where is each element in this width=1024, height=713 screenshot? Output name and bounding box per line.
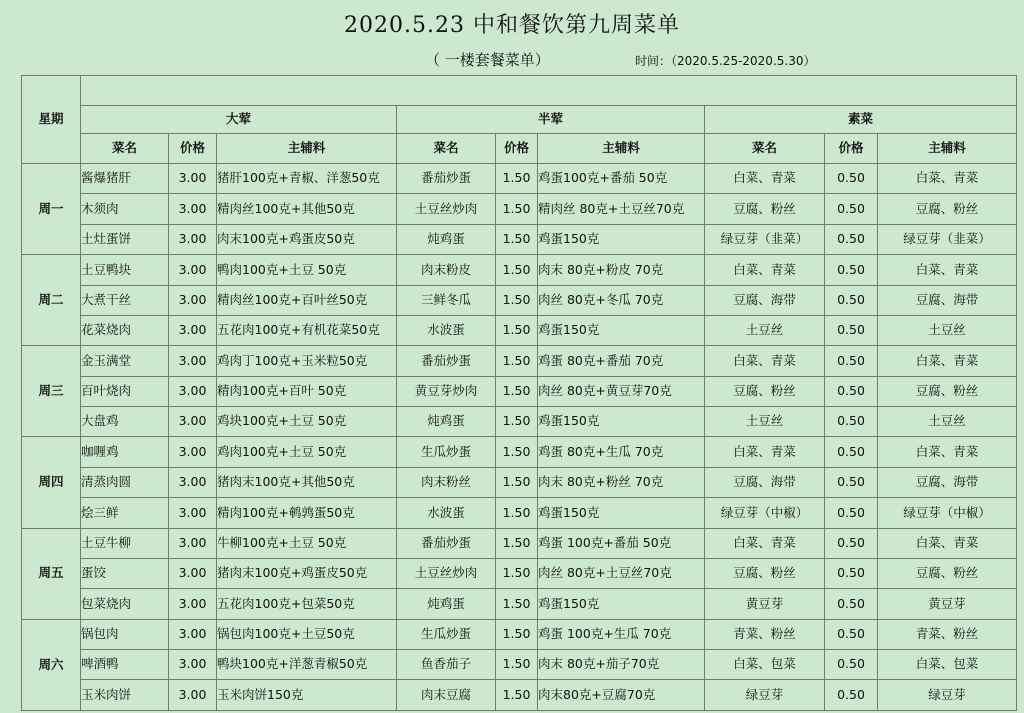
day-label: 周三 — [22, 346, 81, 437]
ingredients-cell: 白菜、青菜 — [878, 255, 1017, 285]
price-cell: 0.50 — [825, 224, 878, 254]
ingredients-cell: 鸡蛋150克 — [538, 589, 705, 619]
dish-name-cell: 炖鸡蛋 — [397, 224, 496, 254]
price-cell: 1.50 — [496, 224, 538, 254]
price-cell: 3.00 — [169, 194, 217, 224]
price-cell: 3.00 — [169, 164, 217, 194]
price-cell: 0.50 — [825, 619, 878, 649]
ingredients-cell: 黄豆芽 — [878, 589, 1017, 619]
col-header-ingredients: 主辅料 — [217, 134, 397, 164]
dish-name-cell: 豆腐、粉丝 — [705, 376, 825, 406]
price-cell: 3.00 — [169, 498, 217, 528]
dish-name-cell: 土豆丝 — [705, 407, 825, 437]
ingredients-cell: 肉丝 80克+冬瓜 70克 — [538, 285, 705, 315]
table-row — [22, 376, 1017, 406]
dish-name-cell: 番茄炒蛋 — [397, 346, 496, 376]
dish-name-cell: 黄豆芽炒肉 — [397, 376, 496, 406]
table-row — [22, 346, 1017, 376]
dish-name-cell: 烩三鲜 — [81, 498, 169, 528]
table-row — [22, 467, 1017, 497]
header-blank-row — [22, 76, 1017, 106]
ingredients-cell: 肉末 80克+粉皮 70克 — [538, 255, 705, 285]
ingredients-cell: 豆腐、粉丝 — [878, 194, 1017, 224]
table-row — [22, 437, 1017, 467]
dish-name-cell: 白菜、青菜 — [705, 346, 825, 376]
dish-name-cell: 啤酒鸭 — [81, 650, 169, 680]
price-cell: 1.50 — [496, 407, 538, 437]
dish-name-cell: 番茄炒蛋 — [397, 528, 496, 558]
menu-subtitle: （ 一楼套餐菜单） — [425, 51, 550, 69]
table-row — [22, 528, 1017, 558]
dish-name-cell: 花菜烧肉 — [81, 315, 169, 345]
ingredients-cell: 白菜、青菜 — [878, 528, 1017, 558]
col-header-dish: 菜名 — [397, 134, 496, 164]
dish-name-cell: 肉末粉丝 — [397, 467, 496, 497]
ingredients-cell: 肉丝 80克+土豆丝70克 — [538, 558, 705, 588]
dish-name-cell: 百叶烧肉 — [81, 376, 169, 406]
ingredients-cell: 肉末80克+豆腐70克 — [538, 680, 705, 711]
column-header-row — [22, 134, 1017, 164]
dish-name-cell: 土豆牛柳 — [81, 528, 169, 558]
table-row — [22, 407, 1017, 437]
ingredients-cell: 豆腐、粉丝 — [878, 558, 1017, 588]
price-cell: 0.50 — [825, 528, 878, 558]
dish-name-cell: 水波蛋 — [397, 498, 496, 528]
dish-name-cell: 土豆丝 — [705, 315, 825, 345]
col-header-price: 价格 — [825, 134, 878, 164]
price-cell: 0.50 — [825, 589, 878, 619]
table-row — [22, 255, 1017, 285]
price-cell: 1.50 — [496, 437, 538, 467]
col-header-dish: 菜名 — [705, 134, 825, 164]
group-header-half-meat: 半荤 — [397, 106, 705, 134]
price-cell: 3.00 — [169, 255, 217, 285]
price-cell: 1.50 — [496, 315, 538, 345]
ingredients-cell: 鸡蛋150克 — [538, 407, 705, 437]
price-cell: 1.50 — [496, 680, 538, 711]
col-header-dish: 菜名 — [81, 134, 169, 164]
price-cell: 1.50 — [496, 528, 538, 558]
price-cell: 1.50 — [496, 194, 538, 224]
price-cell: 3.00 — [169, 558, 217, 588]
price-cell: 3.00 — [169, 680, 217, 711]
price-cell: 0.50 — [825, 407, 878, 437]
dish-name-cell: 肉末豆腐 — [397, 680, 496, 711]
price-cell: 0.50 — [825, 346, 878, 376]
dish-name-cell: 绿豆芽（中椒） — [705, 498, 825, 528]
dish-name-cell: 土豆丝炒肉 — [397, 194, 496, 224]
price-cell: 0.50 — [825, 376, 878, 406]
ingredients-cell: 鸡蛋150克 — [538, 224, 705, 254]
price-cell: 0.50 — [825, 558, 878, 588]
page-title: 2020.5.23 中和餐饮第九周菜单 — [344, 13, 680, 38]
header-blank-cell — [81, 76, 1017, 106]
ingredients-cell: 鸡蛋 100克+生瓜 70克 — [538, 619, 705, 649]
price-cell: 1.50 — [496, 346, 538, 376]
ingredients-cell: 五花肉100克+有机花菜50克 — [217, 315, 397, 345]
ingredients-cell: 肉末 80克+茄子70克 — [538, 650, 705, 680]
price-cell: 0.50 — [825, 164, 878, 194]
day-label: 周二 — [22, 255, 81, 346]
price-cell: 1.50 — [496, 376, 538, 406]
table-row — [22, 589, 1017, 619]
ingredients-cell: 豆腐、粉丝 — [878, 376, 1017, 406]
dish-name-cell: 绿豆芽 — [705, 680, 825, 711]
group-header-row — [22, 106, 1017, 134]
table-row — [22, 194, 1017, 224]
ingredients-cell: 精肉丝 80克+土豆丝70克 — [538, 194, 705, 224]
price-cell: 3.00 — [169, 315, 217, 345]
price-cell: 0.50 — [825, 467, 878, 497]
table-row — [22, 680, 1017, 711]
ingredients-cell: 鸡蛋 80克+生瓜 70克 — [538, 437, 705, 467]
dish-name-cell: 蛋饺 — [81, 558, 169, 588]
dish-name-cell: 锅包肉 — [81, 619, 169, 649]
price-cell: 3.00 — [169, 224, 217, 254]
table-row — [22, 164, 1017, 194]
ingredients-cell: 五花肉100克+包菜50克 — [217, 589, 397, 619]
ingredients-cell: 猪肉末100克+其他50克 — [217, 467, 397, 497]
price-cell: 1.50 — [496, 285, 538, 315]
dish-name-cell: 大煮干丝 — [81, 285, 169, 315]
ingredients-cell: 白菜、青菜 — [878, 437, 1017, 467]
price-cell: 1.50 — [496, 467, 538, 497]
table-row — [22, 285, 1017, 315]
price-cell: 1.50 — [496, 589, 538, 619]
dish-name-cell: 豆腐、海带 — [705, 467, 825, 497]
ingredients-cell: 鸡蛋 100克+番茄 50克 — [538, 528, 705, 558]
ingredients-cell: 白菜、包菜 — [878, 650, 1017, 680]
ingredients-cell: 土豆丝 — [878, 407, 1017, 437]
ingredients-cell: 锅包肉100克+土豆50克 — [217, 619, 397, 649]
table-row — [22, 315, 1017, 345]
dish-name-cell: 豆腐、粉丝 — [705, 194, 825, 224]
ingredients-cell: 鸭肉100克+土豆 50克 — [217, 255, 397, 285]
price-cell: 3.00 — [169, 619, 217, 649]
price-cell: 1.50 — [496, 558, 538, 588]
dish-name-cell: 土灶蛋饼 — [81, 224, 169, 254]
table-row — [22, 498, 1017, 528]
price-cell: 0.50 — [825, 315, 878, 345]
ingredients-cell: 鸡蛋150克 — [538, 498, 705, 528]
price-cell: 3.00 — [169, 467, 217, 497]
ingredients-cell: 鸡肉100克+土豆 50克 — [217, 437, 397, 467]
price-cell: 3.00 — [169, 285, 217, 315]
dish-name-cell: 咖喱鸡 — [81, 437, 169, 467]
day-label: 周五 — [22, 528, 81, 619]
col-header-ingredients: 主辅料 — [538, 134, 705, 164]
ingredients-cell: 鸡肉丁100克+玉米粒50克 — [217, 346, 397, 376]
dish-name-cell: 豆腐、粉丝 — [705, 558, 825, 588]
dish-name-cell: 土豆丝炒肉 — [397, 558, 496, 588]
price-cell: 0.50 — [825, 437, 878, 467]
price-cell: 0.50 — [825, 194, 878, 224]
price-cell: 3.00 — [169, 528, 217, 558]
price-cell: 1.50 — [496, 498, 538, 528]
ingredients-cell: 牛柳100克+土豆 50克 — [217, 528, 397, 558]
dish-name-cell: 炖鸡蛋 — [397, 407, 496, 437]
ingredients-cell: 豆腐、海带 — [878, 467, 1017, 497]
ingredients-cell: 玉米肉饼150克 — [217, 680, 397, 711]
price-cell: 0.50 — [825, 498, 878, 528]
weekly-menu-table — [21, 75, 1017, 711]
ingredients-cell: 鸡蛋150克 — [538, 315, 705, 345]
ingredients-cell: 绿豆芽 — [878, 680, 1017, 711]
ingredients-cell: 猪肝100克+青椒、洋葱50克 — [217, 164, 397, 194]
day-label: 周六 — [22, 619, 81, 710]
dish-name-cell: 豆腐、海带 — [705, 285, 825, 315]
price-cell: 1.50 — [496, 619, 538, 649]
price-cell: 0.50 — [825, 650, 878, 680]
price-cell: 3.00 — [169, 437, 217, 467]
ingredients-cell: 精肉丝100克+其他50克 — [217, 194, 397, 224]
ingredients-cell: 肉末 80克+粉丝 70克 — [538, 467, 705, 497]
ingredients-cell: 鸡蛋100克+番茄 50克 — [538, 164, 705, 194]
ingredients-cell: 肉末100克+鸡蛋皮50克 — [217, 224, 397, 254]
dish-name-cell: 水波蛋 — [397, 315, 496, 345]
week-header: 星期 — [22, 76, 81, 164]
price-cell: 3.00 — [169, 407, 217, 437]
dish-name-cell: 肉末粉皮 — [397, 255, 496, 285]
ingredients-cell: 精肉100克+鹌鹑蛋50克 — [217, 498, 397, 528]
table-row — [22, 650, 1017, 680]
dish-name-cell: 三鲜冬瓜 — [397, 285, 496, 315]
ingredients-cell: 猪肉末100克+鸡蛋皮50克 — [217, 558, 397, 588]
ingredients-cell: 肉丝 80克+黄豆芽70克 — [538, 376, 705, 406]
group-header-meat: 大荤 — [81, 106, 397, 134]
group-header-vegetable: 素菜 — [705, 106, 1017, 134]
col-header-ingredients: 主辅料 — [878, 134, 1017, 164]
price-cell: 1.50 — [496, 164, 538, 194]
dish-name-cell: 木须肉 — [81, 194, 169, 224]
dish-name-cell: 炖鸡蛋 — [397, 589, 496, 619]
dish-name-cell: 包菜烧肉 — [81, 589, 169, 619]
dish-name-cell: 白菜、青菜 — [705, 164, 825, 194]
dish-name-cell: 玉米肉饼 — [81, 680, 169, 711]
ingredients-cell: 精肉100克+百叶 50克 — [217, 376, 397, 406]
price-cell: 3.00 — [169, 376, 217, 406]
ingredients-cell: 绿豆芽（韭菜） — [878, 224, 1017, 254]
col-header-price: 价格 — [496, 134, 538, 164]
ingredients-cell: 白菜、青菜 — [878, 164, 1017, 194]
dish-name-cell: 大盘鸡 — [81, 407, 169, 437]
dish-name-cell: 酱爆猪肝 — [81, 164, 169, 194]
price-cell: 1.50 — [496, 255, 538, 285]
day-label: 周一 — [22, 164, 81, 255]
dish-name-cell: 清蒸肉圆 — [81, 467, 169, 497]
dish-name-cell: 金玉满堂 — [81, 346, 169, 376]
dish-name-cell: 生瓜炒蛋 — [397, 437, 496, 467]
price-cell: 1.50 — [496, 650, 538, 680]
dish-name-cell: 黄豆芽 — [705, 589, 825, 619]
dish-name-cell: 绿豆芽（韭菜） — [705, 224, 825, 254]
price-cell: 3.00 — [169, 346, 217, 376]
ingredients-cell: 精肉丝100克+百叶丝50克 — [217, 285, 397, 315]
dish-name-cell: 白菜、青菜 — [705, 528, 825, 558]
ingredients-cell: 青菜、粉丝 — [878, 619, 1017, 649]
dish-name-cell: 鱼香茄子 — [397, 650, 496, 680]
table-row — [22, 619, 1017, 649]
col-header-price: 价格 — [169, 134, 217, 164]
dish-name-cell: 白菜、青菜 — [705, 255, 825, 285]
price-cell: 0.50 — [825, 680, 878, 711]
ingredients-cell: 绿豆芽（中椒） — [878, 498, 1017, 528]
ingredients-cell: 鸡块100克+土豆 50克 — [217, 407, 397, 437]
table-row — [22, 558, 1017, 588]
dish-name-cell: 土豆鸭块 — [81, 255, 169, 285]
ingredients-cell: 土豆丝 — [878, 315, 1017, 345]
dish-name-cell: 白菜、包菜 — [705, 650, 825, 680]
dish-name-cell: 生瓜炒蛋 — [397, 619, 496, 649]
price-cell: 3.00 — [169, 589, 217, 619]
time-range: 时间：（2020.5.25-2020.5.30） — [635, 54, 816, 68]
table-row — [22, 224, 1017, 254]
ingredients-cell: 鸡蛋 80克+番茄 70克 — [538, 346, 705, 376]
ingredients-cell: 白菜、青菜 — [878, 346, 1017, 376]
dish-name-cell: 番茄炒蛋 — [397, 164, 496, 194]
price-cell: 0.50 — [825, 255, 878, 285]
price-cell: 0.50 — [825, 285, 878, 315]
day-label: 周四 — [22, 437, 81, 528]
dish-name-cell: 白菜、青菜 — [705, 437, 825, 467]
dish-name-cell: 青菜、粉丝 — [705, 619, 825, 649]
ingredients-cell: 鸭块100克+洋葱青椒50克 — [217, 650, 397, 680]
price-cell: 3.00 — [169, 650, 217, 680]
ingredients-cell: 豆腐、海带 — [878, 285, 1017, 315]
